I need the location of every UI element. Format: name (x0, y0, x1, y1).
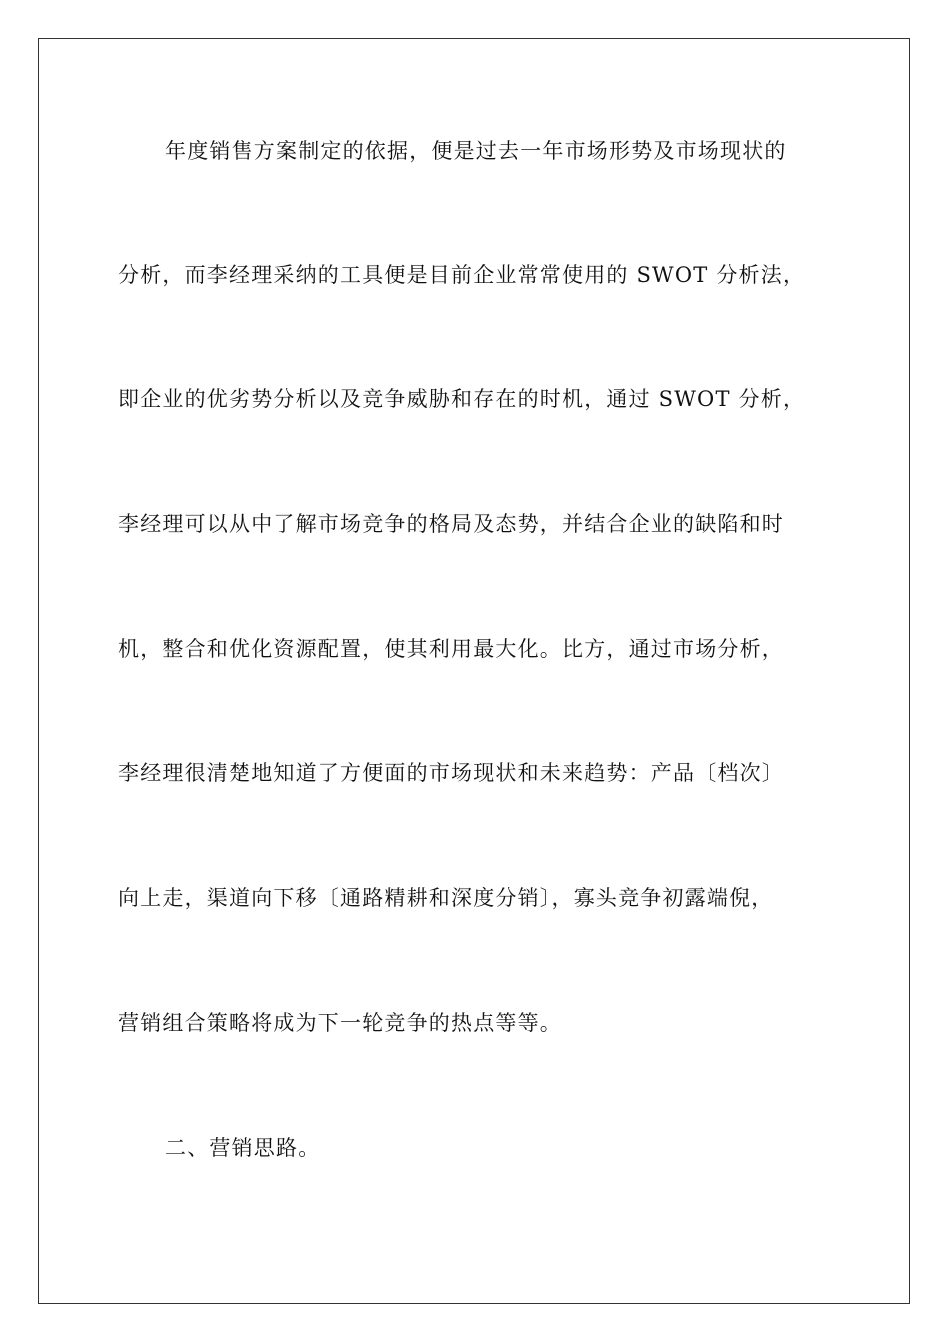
paragraph-line: 年度销售方案制定的依据，便是过去一年市场形势及市场现状的 (165, 139, 787, 163)
paragraph-line: 即企业的优劣势分析以及竞争威胁和存在的时机，通过 SWOT 分析， (118, 387, 806, 411)
page-border (38, 38, 910, 1304)
section-heading: 二、营销思路。 (165, 1136, 321, 1160)
paragraph-line: 向上走，渠道向下移〔通路精耕和深度分销〕，寡头竞争初露端倪， (118, 886, 774, 910)
paragraph-line: 李经理可以从中了解市场竞争的格局及态势，并结合企业的缺陷和时 (118, 512, 784, 536)
paragraph-line: 李经理很清楚地知道了方便面的市场现状和未来趋势：产品〔档次〕 (118, 761, 784, 785)
paragraph-line: 机，整合和优化资源配置，使其利用最大化。比方，通过市场分析， (118, 637, 784, 661)
paragraph-line: 营销组合策略将成为下一轮竞争的热点等等。 (118, 1011, 562, 1035)
paragraph-line: 分析，而李经理采纳的工具便是目前企业常常使用的 SWOT 分析法， (118, 263, 806, 287)
